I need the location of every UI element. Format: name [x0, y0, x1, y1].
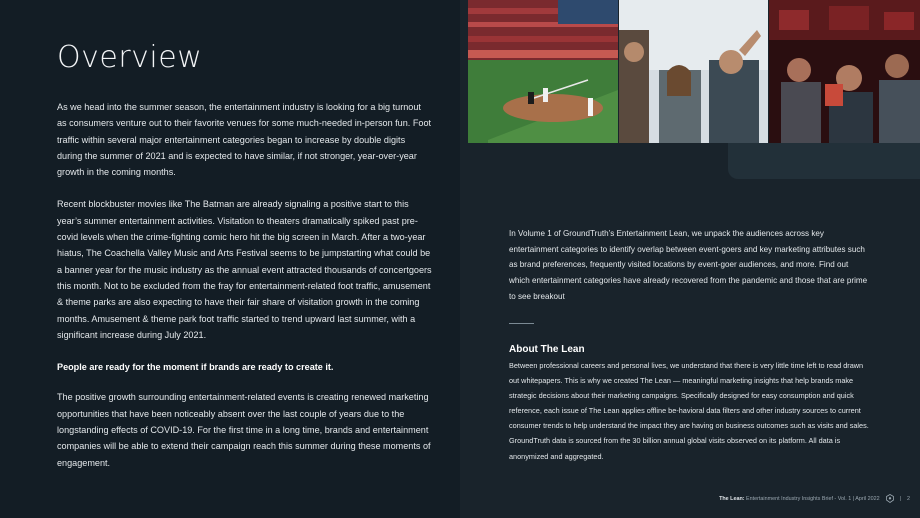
footer-separator: |	[899, 495, 901, 502]
paragraph-highlight: People are ready for the moment if brands are ready to create it.	[57, 362, 334, 373]
page-title: Overview	[57, 40, 203, 75]
movie-theater-photo	[769, 0, 920, 143]
paragraph-blockbuster: Recent blockbuster movies like The Batman are already signaling a positive start to this year’s summer entertainment activities. Visitation to theaters dramatically spiked past pre-covid levels when the crime-fighting comic hero hit the big screen in March. After a two-year hiatus, The Coachella Valley Music and Arts Festival seems to be jumpstarting what could be a banner year for the music industry as the annual event attracted thousands of concertgoers this month. Not to be excluded from the fray for entertainment-related foot traffic, amusement & theme parks are also expecting to have their fair share of visitation growth in the coming months. Amusement & theme park foot traffic started to trend upward last summer, with a significant increase during July 2021.	[57, 199, 432, 340]
decorative-panel	[728, 143, 920, 179]
groundtruth-logo-icon	[886, 494, 894, 503]
footer-brand: The Lean:	[719, 495, 745, 502]
page-footer	[640, 494, 910, 503]
paragraph-growth: The positive growth surrounding entertainment-related events is creating renewed marketing opportunities that have been noticeably absent over the last couple of years due to the longstanding effects of COVID-19. For the first time in a long time, brands and entertainment companies will be able to extend their campaign reach this summer during these moments of engagement.	[57, 392, 431, 468]
photo-strip	[468, 0, 920, 143]
footer-text	[719, 496, 880, 502]
overview-body	[57, 99, 432, 487]
page-number: 2	[907, 495, 910, 502]
footer-subtitle: Entertainment Industry Insights Brief - Vol. 1 | April 2022	[746, 495, 880, 502]
about-heading: About The Lean	[509, 344, 585, 355]
intro-paragraph: In Volume 1 of GroundTruth’s Entertainment Lean, we unpack the audiences across key entertainment categories to identify overlap between event-goers and key marketing attributes such as brand preferences, frequently visited locations by event-goer audiences, and more. Find out which entertainment categories have already recovered from the pandemic and those that are prime to see breakout	[509, 229, 868, 301]
section-divider	[509, 323, 534, 324]
paragraph-summer-season: As we head into the summer season, the entertainment industry is looking for a big turnout as consumers venture out to their favorite venues for some much-needed in-person fun. Foot traffic within several major entertainment categories began to increase by double digits during the summer of 2021 and is expected to have similar, if not stronger, year-over-year growth in the coming months.	[57, 102, 432, 178]
about-body: Between professional careers and personal lives, we understand that there is very little time left to read drawn out whitepapers. This is why we created The Lean — meaningful marketing insights that help brands make strategic decisions about their marketing campaigns. Specifically designed for easy consumption and quick reference, each issue of The Lean applies offline be-havioral data filters and other industry sources to current consumer trends to help understand the impact they are having on business outcomes such as visits and sales. GroundTruth data is sourced from the 30 billion annual global visits observed on its platform. All data is anonymized and aggregated.	[509, 361, 869, 461]
baseball-stadium-photo	[468, 0, 618, 143]
friends-outdoors-photo	[619, 0, 769, 143]
